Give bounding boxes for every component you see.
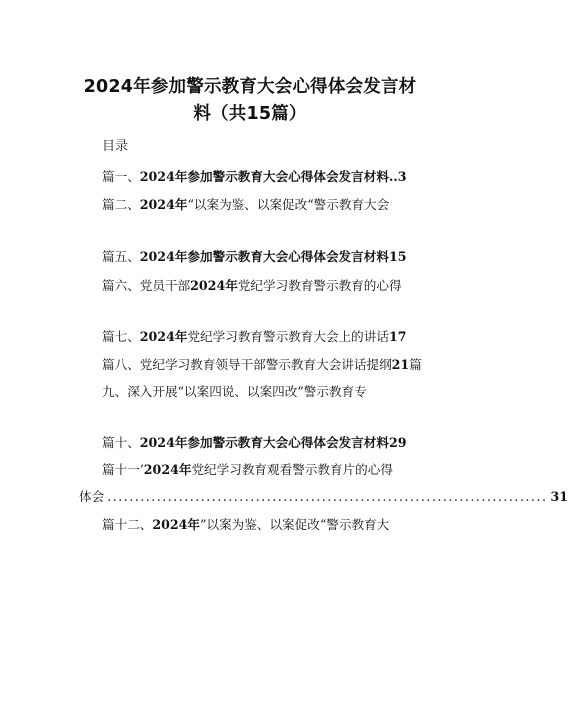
toc-entry-page: 29 [388,435,407,450]
toc-entry-label: 体会 [79,489,105,504]
toc-entry-9[interactable] [102,381,367,400]
toc-entry-10[interactable] [102,432,406,451]
toc-entry-prefix: 篇十二、 [102,517,153,532]
toc-entry-rest: 党纪学习教育警示教育的心得 [237,278,402,293]
toc-entry-page: ..3 [388,169,407,184]
toc-entry-12[interactable] [102,514,389,533]
toc-entry-text: 2024年参加警示教育大会心得体会发言材料 [139,169,389,184]
toc-entry-page: 15 [388,249,407,264]
toc-entry-prefix: 篇八、党纪学习教育领导干部警示教育大会讲话提纲 [102,357,392,372]
toc-entry-11-continuation[interactable] [79,486,568,505]
toc-entry-prefix: 篇一、 [102,169,140,184]
toc-entry-text: 2024年参加警示教育大会心得体会发言材料 [139,249,389,264]
toc-entry-rest: “以案为鉴、以案促改“警示教育大会 [187,197,390,212]
toc-entry-prefix: 篇七、 [102,329,140,344]
toc-entry-6[interactable] [102,275,402,294]
dot-leader: ................................................................................ [107,489,548,504]
toc-entry-8[interactable] [102,354,422,373]
toc-entry-year: 2024年 [139,197,188,212]
document-title-line-2: 料（共15篇） [193,104,307,124]
toc-entry-page: 21 [391,357,410,372]
document-title-line-1: 2024年参加警示教育大会心得体会发言材 [83,77,417,97]
toc-entry-5[interactable] [102,246,406,265]
toc-entry-prefix: 篇十一’ [102,462,144,477]
toc-entry-page: 17 [388,329,407,344]
toc-entry-prefix: 九、深入开展“以案四说、以案四改”警示教育专 [102,384,367,399]
toc-entry-text: 2024年参加警示教育大会心得体会发言材料 [139,435,389,450]
toc-heading: 目录 [102,139,129,154]
toc-entry-year: 2024年 [139,329,188,344]
toc-entry-page: 31 [550,489,568,504]
toc-entry-prefix: 篇五、 [102,249,140,264]
toc-entry-prefix: 篇六、党员干部 [102,278,191,293]
toc-entry-prefix: 篇十、 [102,435,140,450]
toc-entry-7[interactable] [102,326,406,345]
toc-entry-continuation: 篇 [409,357,422,372]
toc-entry-rest: 党纪学习教育警示教育大会上的讲话 [187,329,389,344]
toc-entry-year: 2024年 [152,517,201,532]
toc-entry-year: 2024年 [143,462,192,477]
toc-entry-1[interactable] [102,166,406,185]
toc-entry-prefix: 篇二、 [102,197,140,212]
toc-entry-year: 2024年 [190,278,238,293]
toc-entry-rest: 党纪学习教育观看警示教育片的心得 [191,462,393,477]
toc-entry-11[interactable] [102,459,393,478]
toc-entry-rest: ”以案为鉴、以案促改“警示教育大 [200,517,390,532]
toc-entry-2[interactable] [102,194,389,213]
